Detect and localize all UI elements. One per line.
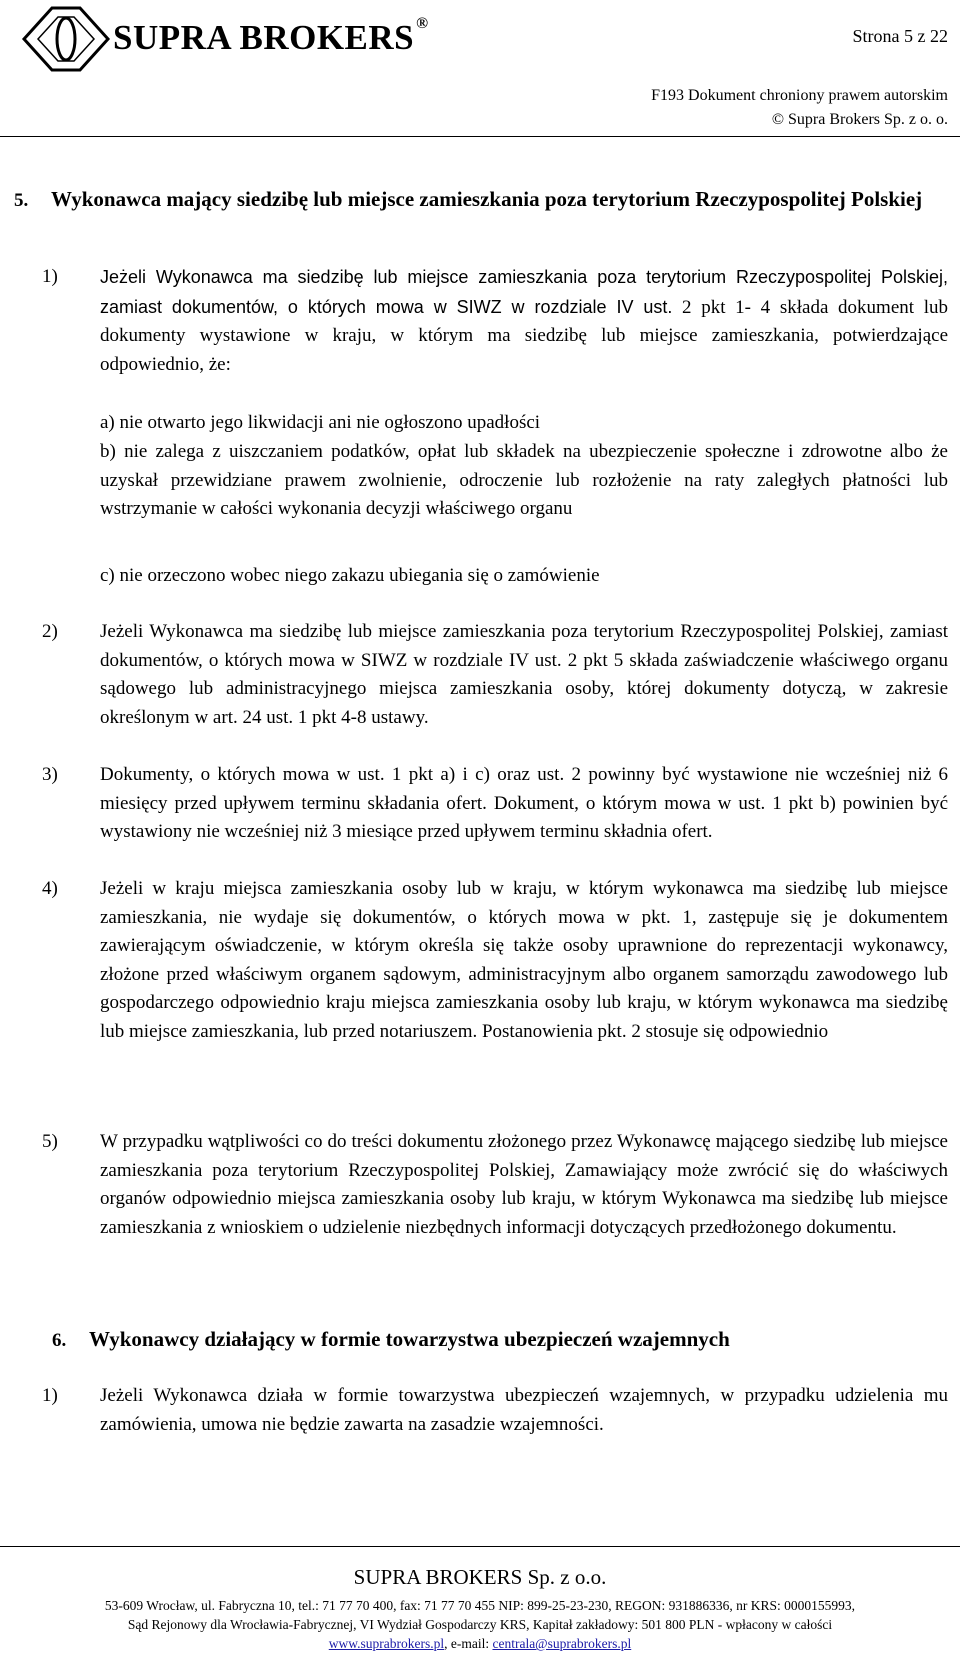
footer-registry-line: Sąd Rejonowy dla Wrocławia-Fabrycznej, VI Wydział Gospodarczy KRS, Kapitał zakładowy: 501 800 PLN - wpłacony w całości xyxy=(127,1617,833,1632)
item-number: 2) xyxy=(42,621,58,642)
website-link[interactable]: www.suprabrokers.pl xyxy=(328,1636,445,1651)
section-5-heading: 5. Wykonawca mający siedzibę lub miejsce zamieszkania poza terytorium Rzeczypospolitej Polskiej xyxy=(14,187,923,211)
footer-contact-line: www.suprabrokers.pl, e-mail: centrala@suprabrokers.pl xyxy=(328,1636,632,1651)
section-5-item-5: W przypadku wątpliwości co do treści dokumentu złożonego przez Wykonawcę mającego siedzibę lub miejsce zamieszkania poza terytorium Rzeczypospolitej Polskiej, Zamawiający może zwrócić się do właściwych organów odpowiednio miejsca zamieszkania osoby lub kraju, w którym Wykonawca ma siedzibę lub miejsce zamieszkania z wnioskiem o udzielenie niezbędnych informacji dotyczących przedłożonego dokumentu. xyxy=(100,1131,948,1238)
section-6-heading: 6. Wykonawcy działający w formie towarzystwa ubezpieczeń wzajemnych xyxy=(52,1327,730,1351)
item-1-point-b: b) nie zalega z uiszczaniem podatków, opłat lub składek na ubezpieczenie społeczne i zdrowotne albo że uzyskał przewidziane prawem zwolnienie, odroczenie lub rozłożenie na raty zaległych płatności lub wstrzymanie w całości wykonania decyzji właściwego organu xyxy=(100,441,948,519)
page-number: Strona 5 z 22 xyxy=(852,26,948,46)
item-number: 4) xyxy=(42,878,58,899)
footer-company-name: SUPRA BROKERS Sp. z o.o. xyxy=(353,1565,607,1589)
section-5-item-4: Jeżeli w kraju miejsca zamieszkania osoby lub w kraju, w którym wykonawca ma siedzibę lub miejsce zamieszkania, nie wydaje się dokumentów, o których mowa w pkt. 1, zastępuje się je dokumentem zawierającym oświadczenie, w którym określa się także osoby uprawnione do reprezentacji wykonawcy, złożone przed właściwym organem sądowym, administracyjnym albo organem samorządu zawodowego lub gospodarczego odpowiednio kraju miejsca zamieszkania osoby lub kraju, w którym wykonawca ma siedzibę lub miejsce zamieszkania, lub przed notariuszem. Postanowienia pkt. 2 stosuje się odpowiednio xyxy=(100,878,948,1042)
item-1-point-a: a) nie otwarto jego likwidacji ani nie ogłoszono upadłości xyxy=(100,412,541,433)
footer-divider xyxy=(0,1546,960,1547)
item-number: 5) xyxy=(42,1131,58,1152)
copyright-note: F193 Dokument chroniony prawem autorskim © Supra Brokers Sp. z o. o. xyxy=(651,87,948,128)
brand-name: SUPRA BROKERS ® xyxy=(113,15,429,57)
email-link[interactable]: centrala@suprabrokers.pl xyxy=(492,1636,632,1651)
section-5-item-1: Jeżeli Wykonawca ma siedzibę lub miejsce zamieszkania poza terytorium Rzeczypospolitej Polskiej, zamiast dokumentów, o których mowa w SIWZ w rozdziale IV ust. 2 pkt 1- 4 składa dokument lub dokumenty wystawione w kraju, w którym ma siedzibę lub miejsce zamieszkania, potwierdzające odpowiednio, że: xyxy=(100,267,948,375)
supra-brokers-logo xyxy=(16,0,116,78)
item-number: 1) xyxy=(42,1385,58,1406)
section-5-item-3: Dokumenty, o których mowa w ust. 1 pkt a) i c) oraz ust. 2 powinny być wystawione nie wcześniej niż 6 miesięcy przed upływem terminu składania ofert. Dokument, o którym mowa w ust. 1 pkt b) powinien być wystawiony nie wcześniej niż 3 miesiące przed upływem terminu składnia ofert. xyxy=(100,764,948,842)
item-1-point-c: c) nie orzeczono wobec niego zakazu ubiegania się o zamówienie xyxy=(100,565,600,586)
header-divider xyxy=(0,136,960,137)
footer-address-line: 53-609 Wrocław, ul. Fabryczna 10, tel.: 71 77 70 400, fax: 71 77 70 455 NIP: 899-25-23-230, REGON: 931886336, nr KRS: 0000155993, xyxy=(104,1598,856,1613)
item-number: 3) xyxy=(42,764,58,785)
item-number: 1) xyxy=(42,266,58,287)
section-5-item-2: Jeżeli Wykonawca ma siedzibę lub miejsce zamieszkania poza terytorium Rzeczypospolitej Polskiej, zamiast dokumentów, o których mowa w SIWZ w rozdziale IV ust. 2 pkt 5 składa zaświadczenie właściwego organu sądowego lub administracyjnego miejsca zamieszkania osoby, której dokumenty dotyczą, w zakresie określonym w art. 24 ust. 1 pkt 4-8 ustawy. xyxy=(100,621,948,728)
section-6-item-1: Jeżeli Wykonawca działa w formie towarzystwa ubezpieczeń wzajemnych, w przypadku udzielenia mu zamówienia, umowa nie będzie zawarta na zasadzie wzajemności. xyxy=(100,1385,948,1435)
